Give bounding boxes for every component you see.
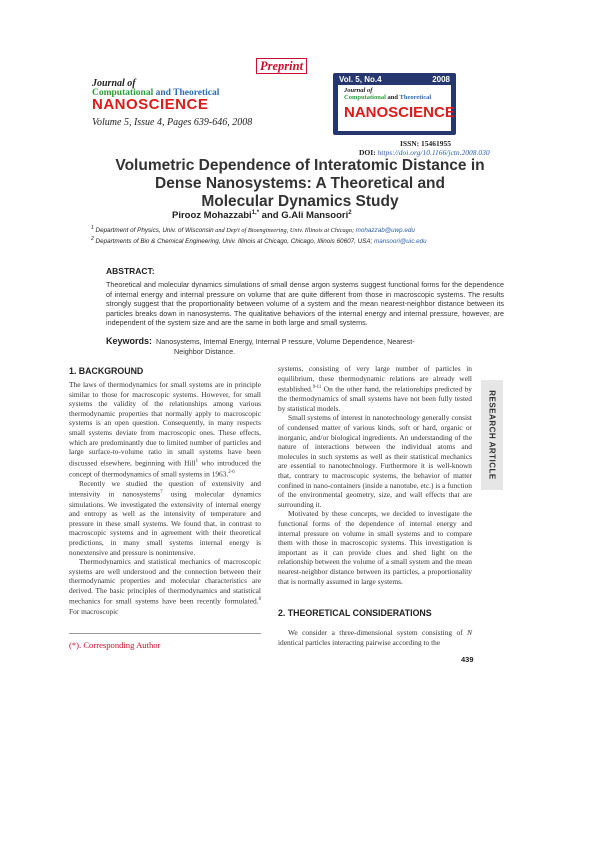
keywords-label: Keywords: xyxy=(106,336,153,346)
journal-name: NANOSCIENCE xyxy=(92,96,209,113)
aff1-text-b: and Dep't of Bioengineering, Univ. Illinois at Chicago; xyxy=(213,227,356,235)
aff1-number: 1 xyxy=(91,225,94,231)
author-2-sup: 2 xyxy=(348,210,352,216)
s1-paragraph-1 xyxy=(69,380,261,479)
keywords xyxy=(106,336,504,357)
and-theoretical-word: and Theoretical xyxy=(153,88,220,98)
column-1-text xyxy=(69,380,261,616)
paper-title xyxy=(70,157,530,211)
authors xyxy=(172,210,352,221)
computational-word: Computational xyxy=(92,88,154,98)
c2-paragraph-3: Motivated by these concepts, we decided to investigate the functional forms of the dependence of internal energy and internal pressure on volume in small systems and to compare them with those in macroscopic systems. This investigation is important as it can provide clues and shed light on the relationship between the volume of a small system and the mean nearest-neighbor distance between its particles, a proportionality that is normally assumed in large systems. xyxy=(278,509,472,586)
affiliation-1 xyxy=(91,225,415,234)
preprint-stamp: Preprint xyxy=(256,58,307,74)
aff2-email[interactable]: mansoori@uic.edu xyxy=(374,238,427,246)
author-1-sup: 1,* xyxy=(251,210,260,216)
cover-panel xyxy=(338,85,455,131)
doi-link[interactable]: https://doi.org/10.1166/jctn.2008.030 xyxy=(377,148,490,157)
s1-p3-a: Thermodynamics and statistical mechanics of macroscopic systems are well understood and the connection between their thermodynamic properties and molecular characteristics are derived. The basic principles of thermodynamics and statistical mechanics for small systems have been recently formulated. xyxy=(69,557,261,606)
affiliation-2 xyxy=(91,236,427,245)
research-article-label: RESEARCH ARTICLE xyxy=(487,390,497,480)
c2-p1-ref: 9-11 xyxy=(312,385,322,391)
corresponding-author-footnote: (*). Corresponding Author xyxy=(69,640,161,650)
issn: ISSN: 15461955 xyxy=(400,139,452,148)
cover-year: 2008 xyxy=(432,75,450,84)
footnote-rule xyxy=(69,633,261,634)
s1-p1-ref-1: 1 xyxy=(195,458,199,464)
keywords-line-1: Nanosystems, Internal Energy, Internal P ressure, Volume Dependence, Nearest- xyxy=(156,337,415,346)
doi-label: DOI: xyxy=(359,148,378,157)
s2-p1-a: We consider a three-dimensional system consisting of xyxy=(288,628,468,637)
page-number: 439 xyxy=(461,655,474,664)
c2-p1-b: On the other hand, the relationships predicted by the thermodynamics of small systems have not been fully tested by statistical models. xyxy=(278,384,472,413)
s1-p3-b: For macroscopic xyxy=(69,606,119,616)
authors-and: and xyxy=(259,210,282,222)
cover-volume: Vol. 5, No.4 xyxy=(339,75,382,84)
title-line-3: Molecular Dynamics Study xyxy=(201,193,399,210)
s1-p2-a: Recently we studied the question of extensivity and intensivity in nanosystems xyxy=(69,478,261,499)
keywords-line-2: Neighbor Distance. xyxy=(174,347,236,356)
cover-theoretical: Theoretical xyxy=(399,94,432,101)
cover-and: and xyxy=(385,94,400,101)
s2-p1-b: identical particles interacting pairwise according to the xyxy=(278,637,441,647)
c2-p1-a: systems, consisting of very large number of particles in equilibrium, these thermodynamic relations are already well established. xyxy=(278,364,472,394)
title-line-2: Dense Nanosystems: A Theoretical and xyxy=(155,175,445,192)
cover-journal-of: Journal of xyxy=(344,87,373,94)
doi xyxy=(359,148,490,157)
aff1-text-a: Department of Physics, Univ. of Wisconsin xyxy=(93,227,214,235)
s1-paragraph-2 xyxy=(69,479,261,557)
aff2-text: Departments of Bio & Chemical Engineering, Univ. Illinois at Chicago, Chicago, Illinois 60607, USA; xyxy=(93,238,375,246)
s2-paragraph-1 xyxy=(278,628,472,647)
section-2-text xyxy=(278,628,472,647)
s1-p2-b: using molecular dynamics simulations. We investigated the extensivity of internal energy and entropy as well as the intensivity of temperature and pressure in these small systems. We found that, in contrast to macroscopic systems and in agreement with their theoretical predictions, in many small systems internal energy is nonextensive and pressure is nonintensive. xyxy=(69,489,262,557)
cover-nanoscience: NANOSCIENCE xyxy=(344,104,455,121)
volume-issue-line: Volume 5, Issue 4, Pages 639-646, 2008 xyxy=(92,117,253,128)
column-2-text xyxy=(278,364,472,586)
c2-paragraph-2: Small systems of interest in nanotechnology generally consist of condensed matter of various kinds, soft or hard, organic or inorganic, and/or biological ingredients. An understanding of the nature of interactions between the individual atoms and molecules in such systems as well as their statistical mechanics are essential to nanotechnology. Furthermore it is well-known that, contrary to macroscopic systems, the behavior of matter confined in nano-containers (inside a nanotube, etc.) is a function of the environmental geometry, size, and wall effects that are surrounding it. xyxy=(278,413,472,509)
s1-p1-ref-2: 2-6 xyxy=(228,469,235,475)
s1-p1-a: The laws of thermodynamics for small systems are in principle similar to those for macroscopic systems. However, for small systems the validity of the relationships among various thermodynamic properties that normally apply to macroscopic systems is an open question. Consequently, in many respects small systems deviate from macroscopic ones. These effects, which are predominantly due to limited number of particles and large surface-to-volume ratio in small systems have been discussed elsewhere, beginning with Hill xyxy=(69,380,261,468)
s1-p1-b: who introduced the concept of thermodynamics of small systems in 1963. xyxy=(69,458,262,479)
journal-cover xyxy=(333,73,456,135)
author-1: Pirooz Mohazzabi xyxy=(172,210,252,222)
section-2-heading: 2. THEORETICAL CONSIDERATIONS xyxy=(278,608,432,618)
section-1-heading: 1. BACKGROUND xyxy=(69,366,144,376)
aff1-email[interactable]: mohazzab@uwp.edu xyxy=(355,227,415,235)
aff2-number: 2 xyxy=(91,236,94,242)
s2-p1-N: N xyxy=(467,628,472,637)
s1-p2-ref-1: 7 xyxy=(160,490,163,496)
s1-p3-ref-1: 8 xyxy=(258,597,261,603)
c2-paragraph-1 xyxy=(278,364,472,413)
research-article-tab xyxy=(481,380,503,490)
journal-of-label: Journal of xyxy=(92,78,136,89)
cover-computational: Computational xyxy=(344,94,386,101)
s1-paragraph-3 xyxy=(69,557,261,616)
cover-subtitle xyxy=(344,94,431,101)
title-line-1: Volumetric Dependence of Interatomic Distance in xyxy=(115,157,485,174)
author-2: G.Ali Mansoori xyxy=(281,210,349,222)
abstract-heading: ABSTRACT: xyxy=(106,266,155,276)
abstract-body: Theoretical and molecular dynamics simulations of small dense argon systems suggest functional forms for the dependence of internal energy and internal pressure on volume that are quite different from those in macroscopic systems. The results strongly suggest that the proportionality between volume of a system and the mean nearest-neighbor distance between its particles breaks down in nanosystems. The qualitative behaviors of the internal energy and internal pressure, however, are independent of the system size and are the same in both large and small systems. xyxy=(106,280,504,327)
